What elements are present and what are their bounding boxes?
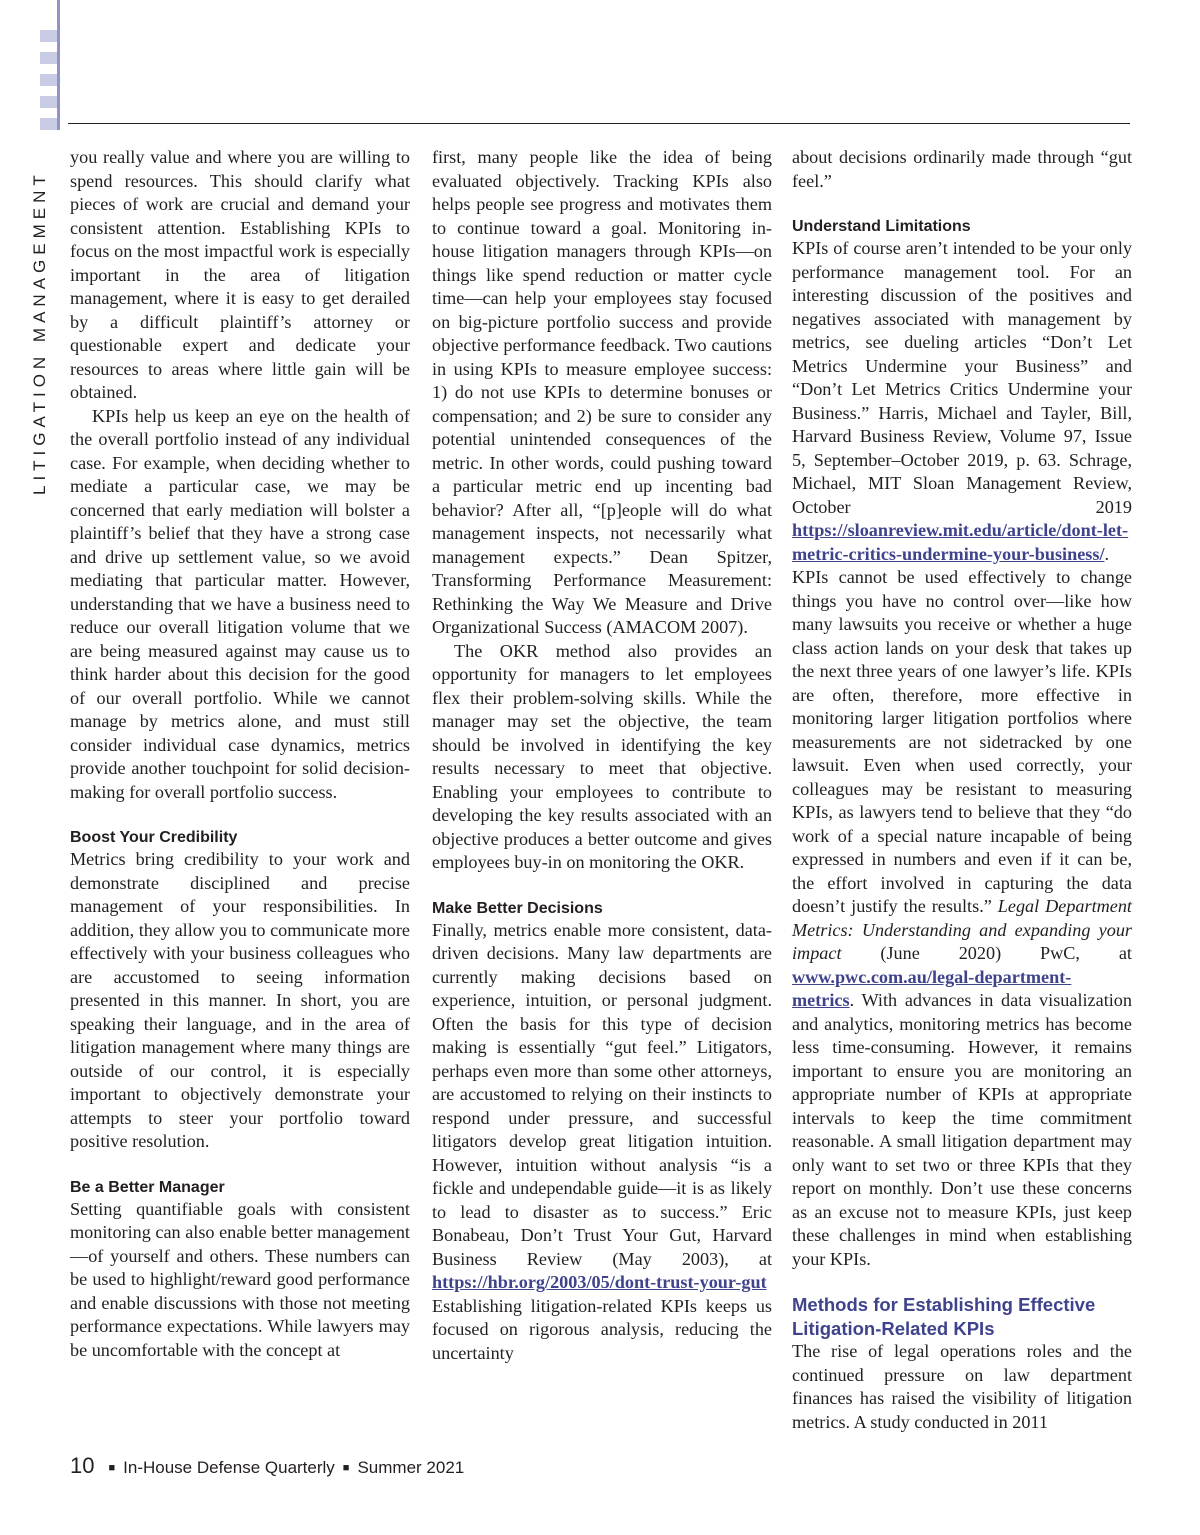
text: KPIs of course aren’t intended to be your only performance management tool. For an interesting discussion of the positives and negatives associated with management by metrics, see dueling articles “Don’t Let Metrics Undermine your Business” and “Don’t Let Metrics Critics Undermine your Business.” Harris, Michael and Tayler, Bill, Harvard Business Review, Volume 97, Issue 5, September–October 2019, p. 63. Schrage, Michael, MIT Sloan Management Review, October 2019 xyxy=(792,238,1132,517)
paragraph: The OKR method also provides an opportunity for managers to let employees flex their problem-solving skills. While the manager may set the objective, the team should be involved in identifying the key results necessary to meet that objective. Enabling your employees to contribute to developing the key results associated with an objective produces a better outcome and gives employees buy-in on monitoring the OKR. xyxy=(432,640,772,872)
paragraph xyxy=(792,237,1132,1271)
paragraph: KPIs help us keep an eye on the health of the overall portfolio instead of any individual case. For example, when deciding whether to mediate a particular case, we may be concerned that early mediation will bolster a plaintiff’s belief that they have a strong case and drive up settlement value, so we avoid mediating that particular matter. However, understanding that we have a business need to reduce our overall litigation volume that we are being measured against may cause us to think harder about this decision for the good of our overall portfolio. While we cannot manage by metrics alone, and must still consider individual case dynamics, metrics provide another touchpoint for solid decision-making for overall portfolio success. xyxy=(70,405,410,802)
text: Establishing litigation-related KPIs keeps us focused on rigorous analysis, reducing the uncertainty xyxy=(432,1295,772,1363)
hbr-link[interactable]: https://hbr.org/2003/05/dont-trust-your-gut xyxy=(432,1272,767,1292)
heading-better-manager: Be a Better Manager xyxy=(70,1178,225,1196)
decorative-bars xyxy=(40,0,60,140)
text: Finally, metrics enable more consistent, data-driven decisions. Many law departments are currently making decisions based on experience, intuition, or personal judgment. Often the basis for this type of decision making is essentially “gut feel.” Litigators, perhaps even more than some other attorneys, are accustomed to relying on their instincts to respond under pressure, and successful litigators develop great litigation intuition. However, intuition without analysis “is a fickle and undependable guide—it is as likely to lead to disaster as to success.” Eric Bonabeau, Don’t Trust Your Gut, Harvard Business Review (May 2003), at xyxy=(432,919,772,1269)
text: . KPIs cannot be used effectively to change things you have no control over—like how many lawsuits you receive or whether a huge class action lands on your desk that takes up the next three years of one lawyer’s life. KPIs are often, therefore, more effective in monitoring larger litigation portfolios where measurements are not sidetracked by one lawsuit. Even when used correctly, your colleagues may be resistant to measuring KPIs, as lawyers tend to believe that they “do work of a special nature incapable of being expressed in numbers and even if it can be, the effort involved in capturing the data doesn’t justify the results.” xyxy=(792,543,1132,916)
paragraph: Metrics bring credibility to your work and demonstrate disciplined and precise management of your responsibilities. In addition, they allow you to communicate more effectively with your business colleagues who are accustomed to seeing information presented in this manner. In short, you are speaking their language, and in the area of litigation management where many things are outside of our control, it is especially important to objectively demonstrate your attempts to steer your portfolio toward positive resolution. xyxy=(70,849,410,1151)
paragraph: Setting quantifiable goals with consistent monitoring can also enable better management—of yourself and others. These numbers can be used to highlight/reward good performance and enable discussions with those not meeting performance expectations. While lawyers may be uncomfortable with the concept at xyxy=(70,1198,410,1360)
separator-icon: ■ xyxy=(108,1462,116,1474)
heading-boost-credibility: Boost Your Credibility xyxy=(70,829,238,846)
heading-methods: Methods for Establishing Effective Litigation-Related KPIs xyxy=(792,1294,1096,1339)
section-label: LITIGATION MANAGEMENT xyxy=(30,170,49,495)
separator-icon: ■ xyxy=(342,1462,350,1474)
heading-understand-limitations: Understand Limitations xyxy=(792,218,971,235)
paragraph xyxy=(432,919,772,1366)
sloan-review-link[interactable]: https://sloanreview.mit.edu/article/dont-let-metric-critics-undermine-your-business/ xyxy=(792,520,1129,564)
issue-label: Summer 2021 xyxy=(357,1458,465,1477)
page-footer xyxy=(70,1453,464,1479)
pwc-link[interactable]: www.pwc.com.au/legal-department-metrics xyxy=(792,966,1072,1010)
paragraph: first, many people like the idea of being evaluated objectively. Tracking KPIs also helps people see progress and motivates them to continue toward a goal. Monitoring in-house litigation managers through KPIs—on things like spend reduction or matter cycle time—can help your employees stay focused on big-picture portfolio success and provide objective performance feedback. Two cautions in using KPIs to measure employee success: 1) do not use KPIs to determine bonuses or compensation; and 2) be sure to consider any potential unintended consequences of the metric. In other words, could pushing toward a particular metric end up incenting bad behavior? After all, “[p]eople will do what management inspects, not necessarily what management expects.” Dean Spitzer, Transforming Performance Measurement: Rethinking the Way We Measure and Drive Organizational Success (AMACOM 2007). xyxy=(432,147,772,637)
column-1 xyxy=(70,146,410,1362)
page-number: 10 xyxy=(70,1453,95,1478)
heading-better-decisions: Make Better Decisions xyxy=(432,899,603,917)
header-rule xyxy=(68,123,1130,124)
text: . With advances in data visualization and analytics, monitoring metrics has become less time-consuming. However, it remains important to ensure you are monitoring an appropriate number of KPIs at appropriate intervals to keep the time commitment reasonable. A small litigation department may only want to set two or three KPIs that they report on monthly. Don’t use these concerns as an excuse not to measure KPIs, just keep these challenges in mind when establishing your KPIs. xyxy=(792,990,1132,1269)
paragraph: The rise of legal operations roles and the continued pressure on law department finances has raised the visibility of litigation metrics. A study conducted in 2011 xyxy=(792,1341,1132,1432)
column-2 xyxy=(432,146,772,1365)
paragraph: you really value and where you are willing to spend resources. This should clarify what pieces of work are crucial and demand your consistent attention. Establishing KPIs to focus on the most impactful work is especially important in the area of litigation management, where it is easy to get derailed by a difficult plaintiff’s attorney or questionable expert and dedicate your resources to areas where little gain will be obtained. xyxy=(70,147,410,402)
text: (June 2020) PwC, at xyxy=(841,943,1132,963)
column-3 xyxy=(792,146,1132,1434)
italic-title: Legal Department Metrics: Understanding and expanding your impact xyxy=(792,896,1132,963)
publication-name: In-House Defense Quarterly xyxy=(123,1458,335,1477)
paragraph: about decisions ordinarily made through “gut feel.” xyxy=(792,147,1132,191)
